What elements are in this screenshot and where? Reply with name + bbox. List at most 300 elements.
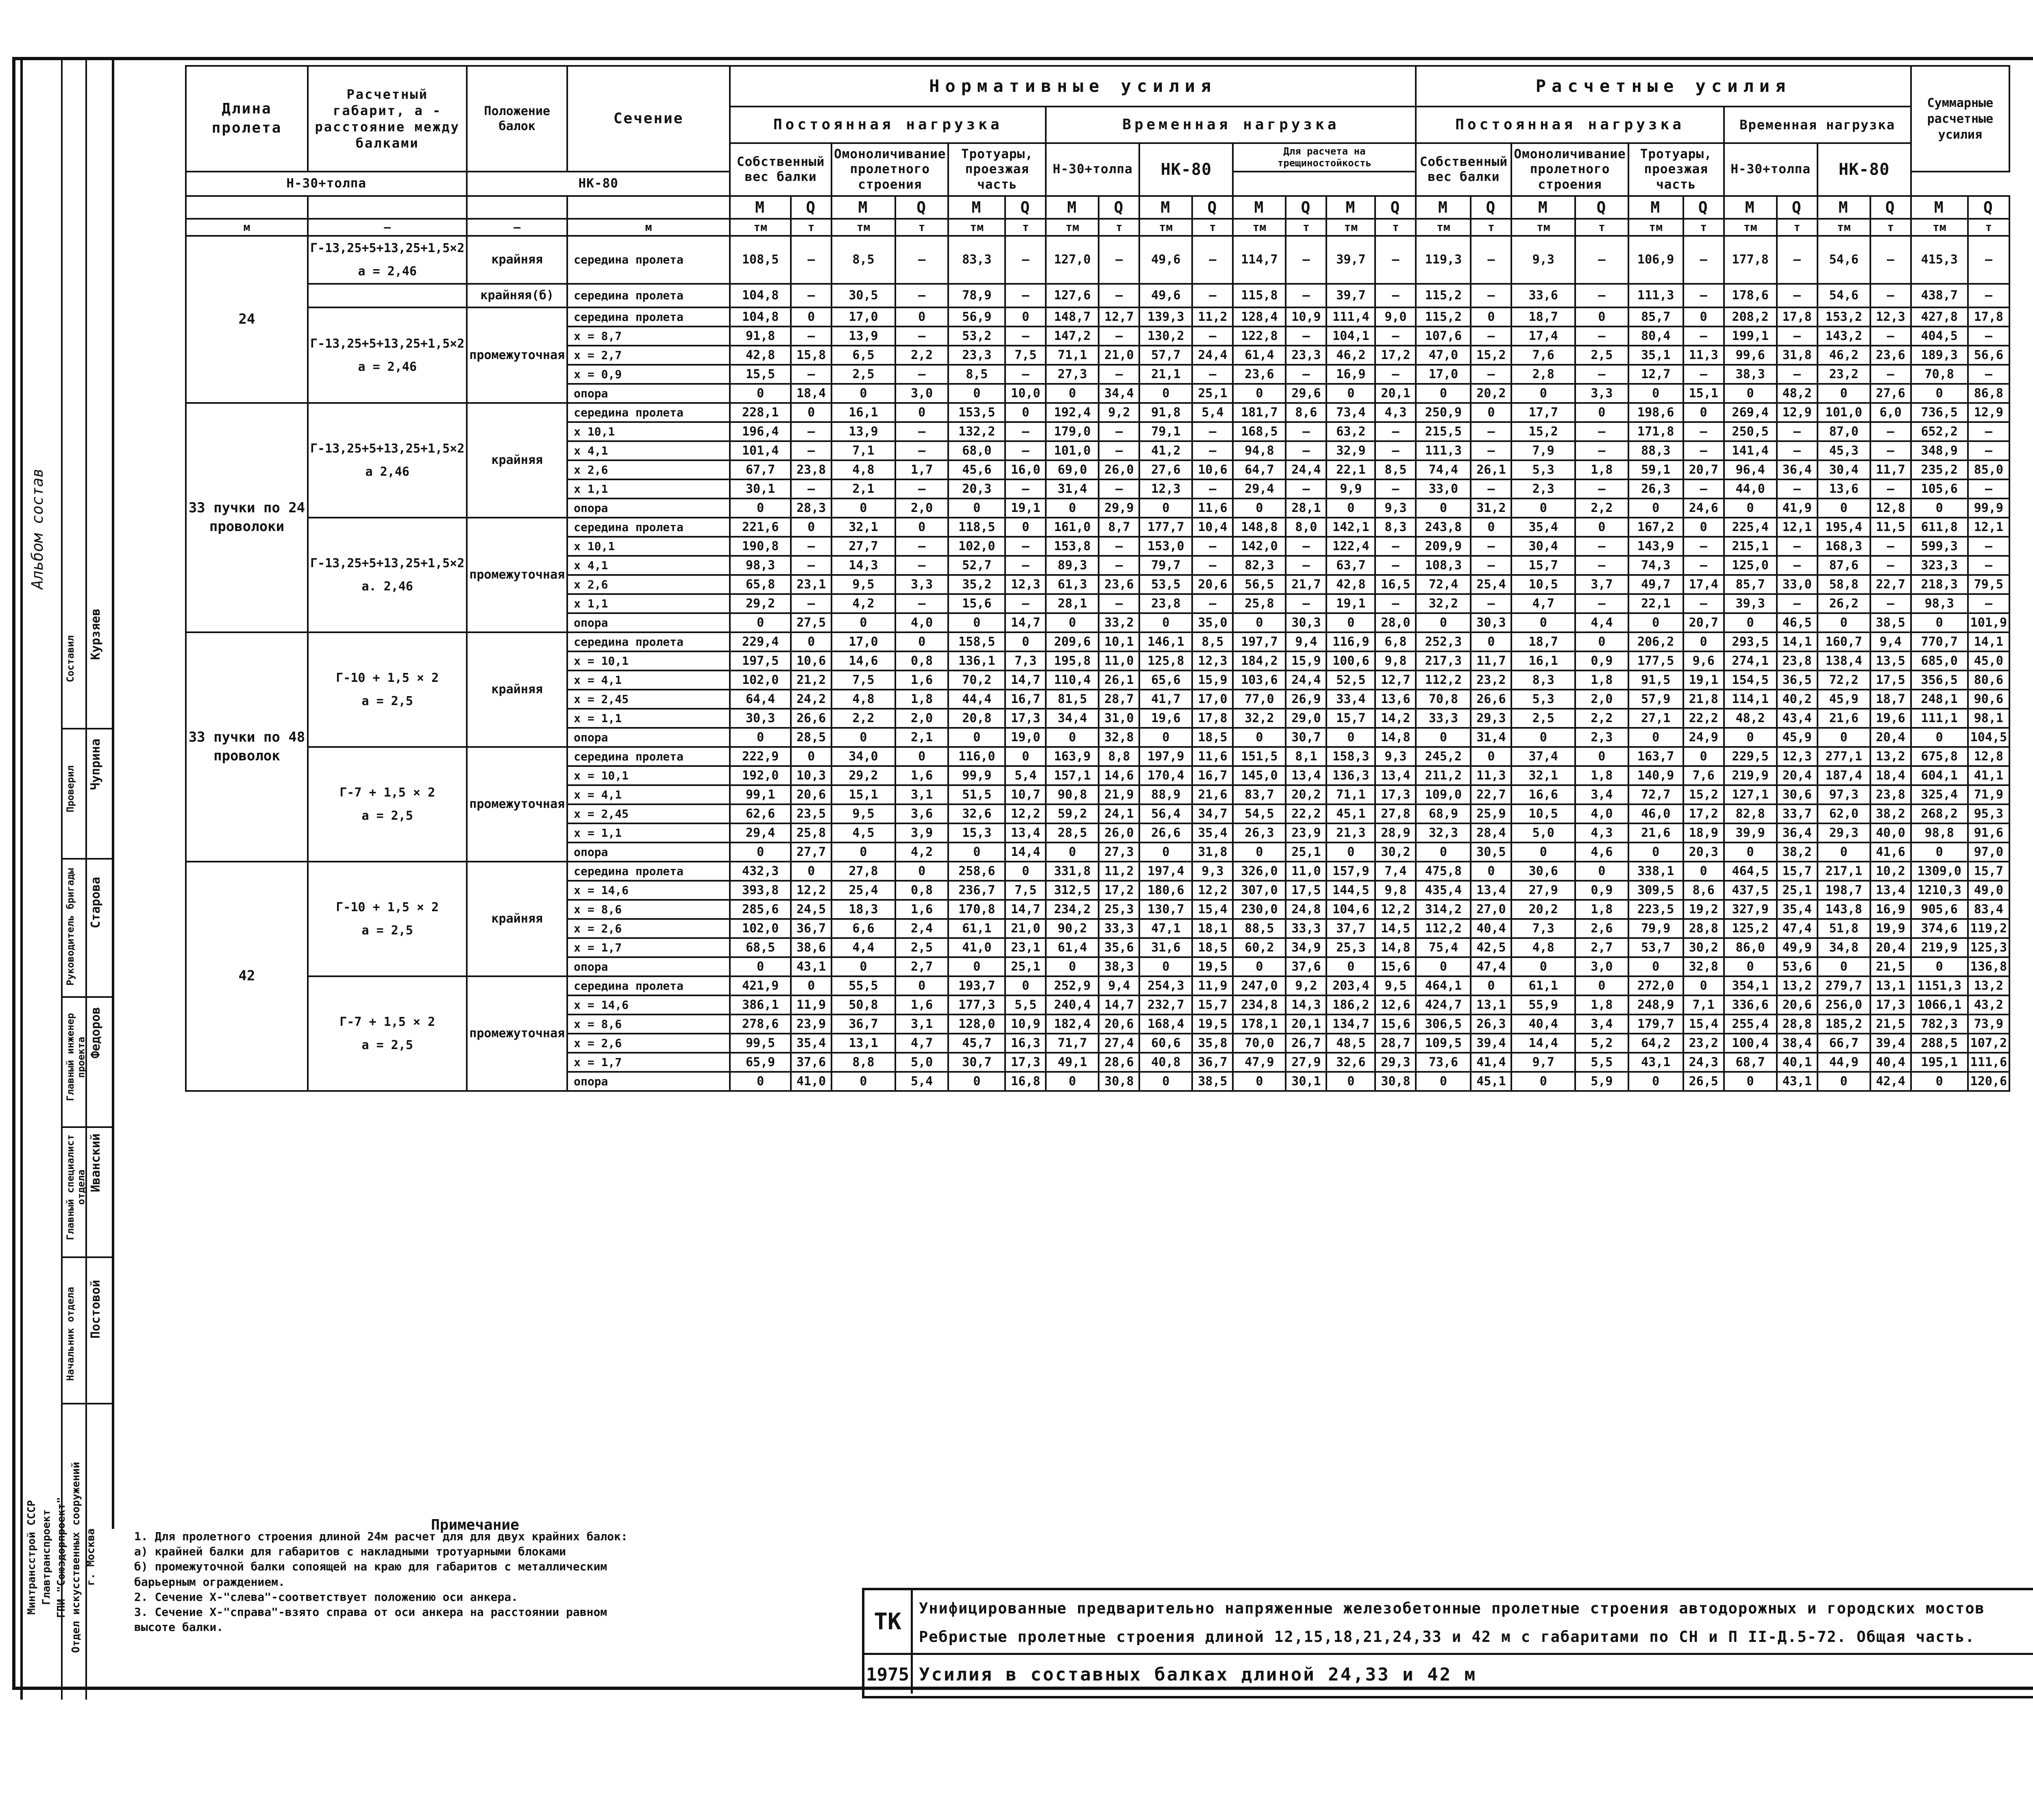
value-cell: 25,4 [831,881,895,900]
value-cell: 3,3 [895,575,949,594]
value-cell: 147,2 [1046,327,1099,346]
value-cell: — [1471,441,1511,460]
value-cell: 0 [1471,862,1511,881]
value-cell: 8,6 [1286,403,1326,422]
value-cell: 182,4 [1046,1014,1099,1034]
value-cell: 8,5 [948,365,1005,384]
value-cell: — [1777,594,1818,613]
value-cell: 2,2 [895,346,949,365]
value-cell: 17,0 [831,632,895,651]
value-cell: — [1375,327,1416,346]
value-cell: 74,4 [1416,460,1471,479]
value-cell: 0 [1511,1072,1575,1091]
value-cell: 0 [1911,728,1968,747]
header-shear: Q [1005,196,1046,219]
value-cell: 23,8 [1870,785,1911,804]
value-cell: 15,1 [831,785,895,804]
value-cell: 9,3 [1192,862,1233,881]
value-cell: 49,7 [1628,575,1683,594]
value-cell: 197,4 [1139,862,1192,881]
value-cell: 16,9 [1870,900,1911,919]
value-cell: — [1286,365,1326,384]
table-row [186,236,2009,284]
value-cell: 16,3 [1005,1034,1046,1053]
gabarit-cell [308,862,467,976]
value-cell: 12,3 [1870,307,1911,327]
value-cell: 13,6 [1375,690,1416,709]
value-cell: 27,8 [1375,804,1416,823]
value-cell: 50,8 [831,995,895,1014]
value-cell: 14,2 [1375,709,1416,728]
value-cell: 12,8 [1870,499,1911,518]
value-cell: 0 [831,499,895,518]
value-cell: 32,2 [1233,709,1286,728]
value-cell: 57,7 [1139,346,1192,365]
value-cell: 14,6 [831,651,895,671]
gabarit-line: а = 2,46 [358,264,417,279]
value-cell: 0 [1233,384,1286,403]
value-cell: 475,8 [1416,862,1471,881]
value-cell: 0 [1416,957,1471,976]
value-cell: 33,3 [1099,919,1139,938]
value-cell: 36,5 [1777,671,1818,690]
value-cell: 104,8 [730,307,791,327]
value-cell: 74,3 [1628,556,1683,575]
value-cell: 0 [1911,957,1968,976]
value-cell: 23,1 [1005,938,1046,957]
value-cell: 0 [1326,613,1375,632]
value-cell: 17,8 [1192,709,1233,728]
value-cell: 17,8 [1968,307,2009,327]
value-cell: 11,0 [1286,862,1326,881]
value-cell: 56,4 [1139,804,1192,823]
value-cell: 228,1 [730,403,791,422]
value-cell: 82,3 [1233,556,1286,575]
value-cell: 186,2 [1326,995,1375,1014]
signature-role: Начальник отдела [65,1287,76,1381]
value-cell: 14,3 [1286,995,1326,1014]
value-cell: 26,3 [1233,823,1286,843]
value-cell: 234,8 [1233,995,1286,1014]
value-cell: 61,3 [1046,575,1099,594]
value-cell: 91,8 [1139,403,1192,422]
value-cell: 30,2 [1375,843,1416,862]
header-normative: Нормативные усилия [730,66,1416,107]
signature-role: Руководитель бригады [65,868,76,986]
value-cell: — [1870,365,1911,384]
gabarit-cell [308,284,467,307]
value-cell: 18,4 [791,384,831,403]
value-cell: — [895,284,949,307]
value-cell: 14,8 [1375,938,1416,957]
signature-name: Иванский [89,1133,103,1193]
value-cell: 26,2 [1818,594,1870,613]
value-cell: 245,2 [1416,747,1471,766]
value-cell: 31,8 [1192,843,1233,862]
value-cell: 33,4 [1326,690,1375,709]
value-cell: 0 [1818,384,1870,403]
value-cell: 197,9 [1139,747,1192,766]
value-cell: 6,0 [1870,403,1911,422]
value-cell: 0 [1326,957,1375,976]
unit-cell: тм [1511,219,1575,236]
section-cell: x = 8,6 [567,900,730,919]
value-cell: 109,5 [1416,1034,1471,1053]
value-cell: 98,8 [1911,823,1968,843]
section-cell: x = 4,1 [567,785,730,804]
value-cell: 10,6 [1192,460,1233,479]
value-cell: 5,3 [1511,460,1575,479]
value-cell: 338,1 [1628,862,1683,881]
header-n-h30: Н-30+толпа [1046,143,1139,196]
unit-cell: м [567,219,730,236]
value-cell: 432,3 [730,862,791,881]
value-cell: 12,9 [1777,403,1818,422]
value-cell: 38,5 [1192,1072,1233,1091]
value-cell: 0 [1911,843,1968,862]
value-cell: 26,0 [1099,460,1139,479]
value-cell: 3,6 [895,804,949,823]
value-cell: 64,2 [1628,1034,1683,1053]
value-cell: 47,4 [1777,919,1818,938]
value-cell: 905,6 [1911,900,1968,919]
value-cell: 35,0 [1192,613,1233,632]
value-cell: 16,6 [1511,785,1575,804]
value-cell: 7,5 [831,671,895,690]
value-cell: 0 [1911,384,1968,403]
value-cell: — [791,236,831,284]
value-cell: 0 [730,613,791,632]
gabarit-line: Г-10 + 1,5 × 2 [336,900,439,914]
value-cell: — [895,537,949,556]
value-cell: 611,8 [1911,518,1968,537]
value-cell: 103,6 [1233,671,1286,690]
value-cell: 17,5 [1286,881,1326,900]
value-cell: 24,4 [1286,671,1326,690]
value-cell: 17,3 [1005,709,1046,728]
value-cell: 105,6 [1911,479,1968,499]
value-cell: 1,8 [1575,995,1628,1014]
value-cell: 415,3 [1911,236,1968,284]
value-cell: 119,2 [1968,919,2009,938]
value-cell: 57,9 [1628,690,1683,709]
value-cell: 0 [1683,307,1724,327]
value-cell: 27,0 [1471,900,1511,919]
value-cell: 38,3 [1099,957,1139,976]
value-cell: — [895,556,949,575]
value-cell: 33,7 [1777,804,1818,823]
value-cell: 7,1 [1683,995,1724,1014]
value-cell: 13,4 [1286,766,1326,785]
table-row [186,284,2009,307]
value-cell: 30,3 [730,709,791,728]
value-cell: — [1005,556,1046,575]
value-cell: — [1683,441,1724,460]
value-cell: 45,6 [948,460,1005,479]
value-cell: 685,0 [1911,651,1968,671]
section-cell: x = 4,1 [567,671,730,690]
value-cell: 60,2 [1233,938,1286,957]
value-cell: 222,9 [730,747,791,766]
header-n-concreting: Омоноличивание пролетного строения [831,143,948,196]
value-cell: 0 [1471,976,1511,995]
value-cell: 157,1 [1046,766,1099,785]
unit-cell: тм [948,219,1005,236]
value-cell: 16,0 [1005,460,1046,479]
value-cell: 25,3 [1099,900,1139,919]
value-cell: 24,2 [791,690,831,709]
value-cell: 2,7 [1575,938,1628,957]
mq-header-blank [308,196,467,219]
section-cell: середина пролета [567,236,730,284]
value-cell: 23,2 [1683,1034,1724,1053]
value-cell: 0 [1628,728,1683,747]
tb-line-v1 [911,1588,913,1694]
value-cell: 268,2 [1911,804,1968,823]
value-cell: 32,6 [948,804,1005,823]
value-cell: 215,5 [1416,422,1471,441]
value-cell: 24,8 [1286,900,1326,919]
table-row [186,976,2009,995]
gabarit-line: а. 2,46 [361,579,413,594]
value-cell: — [1099,365,1139,384]
value-cell: 32,6 [1326,1053,1375,1072]
value-cell: 54,6 [1818,284,1870,307]
value-cell: 99,9 [1968,499,2009,518]
value-cell: 20,3 [948,479,1005,499]
unit-cell: т [791,219,831,236]
value-cell: 22,1 [1326,460,1375,479]
value-cell: 8,5 [1375,460,1416,479]
value-cell: 1,8 [1575,460,1628,479]
value-cell: 35,4 [1511,518,1575,537]
value-cell: 0 [1326,843,1375,862]
value-cell: 195,8 [1046,651,1099,671]
value-cell: 0 [1139,1072,1192,1091]
value-cell: — [1099,537,1139,556]
value-cell: — [1099,556,1139,575]
header-crack-nk80: НК-80 [467,172,730,196]
value-cell: — [1968,284,2009,307]
value-cell: 40,4 [1511,1014,1575,1034]
value-cell: 0 [1511,499,1575,518]
section-cell: x = 14,6 [567,995,730,1014]
value-cell: 2,5 [1511,709,1575,728]
value-cell: 65,9 [730,1053,791,1072]
section-cell: опора [567,957,730,976]
value-cell: 21,6 [1192,785,1233,804]
value-cell: 12,7 [1099,307,1139,327]
value-cell: 70,8 [1416,690,1471,709]
value-cell: 21,7 [1286,575,1326,594]
value-cell: 2,1 [831,479,895,499]
value-cell: 47,1 [1139,919,1192,938]
value-cell: 9,8 [1375,651,1416,671]
value-cell: 10,5 [1511,575,1575,594]
value-cell: 4,2 [831,594,895,613]
value-cell: 30,3 [1471,613,1511,632]
value-cell: 7,1 [831,441,895,460]
table-row [186,403,2009,422]
value-cell: 85,7 [1628,307,1683,327]
mq-header-blank [567,196,730,219]
value-cell: 48,2 [1724,709,1777,728]
value-cell: 331,8 [1046,862,1099,881]
unit-cell: тм [1628,219,1683,236]
value-cell: 97,0 [1968,843,2009,862]
value-cell: 81,5 [1046,690,1099,709]
value-cell: 122,8 [1233,327,1286,346]
value-cell: 8,6 [1683,881,1724,900]
value-cell: 2,7 [895,957,949,976]
value-cell: 6,6 [831,919,895,938]
value-cell: 252,3 [1416,632,1471,651]
header-moment: М [1233,196,1286,219]
unit-cell: т [1683,219,1724,236]
value-cell: 0 [791,307,831,327]
value-cell: 91,8 [730,327,791,346]
value-cell: 25,1 [1005,957,1046,976]
value-cell: 34,4 [1046,709,1099,728]
value-cell: 185,2 [1818,1014,1870,1034]
value-cell: 198,6 [1628,403,1683,422]
value-cell: — [1286,236,1326,284]
value-cell: 20,6 [1192,575,1233,594]
value-cell: 0 [1628,384,1683,403]
section-cell: опора [567,499,730,518]
value-cell: 73,6 [1416,1053,1471,1072]
value-cell: 424,7 [1416,995,1471,1014]
value-cell: 15,2 [1683,785,1724,804]
value-cell: 30,6 [1777,785,1818,804]
signature-name: Федоров [89,1007,103,1059]
value-cell: — [1286,422,1326,441]
section-cell: x 4,1 [567,556,730,575]
value-cell: — [1968,327,2009,346]
value-cell: 386,1 [730,995,791,1014]
value-cell: — [791,479,831,499]
value-cell: 39,3 [1724,594,1777,613]
value-cell: — [1005,594,1046,613]
value-cell: 141,4 [1724,441,1777,460]
value-cell: 36,7 [831,1014,895,1034]
value-cell: 32,9 [1326,441,1375,460]
gabarit-cell [308,632,467,747]
value-cell: 26,5 [1683,1072,1724,1091]
header-n-sidewalks: Тротуары, проезжая часть [948,143,1046,196]
value-cell: 106,9 [1628,236,1683,284]
value-cell: 218,3 [1911,575,1968,594]
header-moment: М [730,196,791,219]
value-cell: 43,1 [1777,1072,1818,1091]
value-cell: 3,1 [895,1014,949,1034]
value-cell: 15,7 [1511,556,1575,575]
value-cell: 16,7 [1005,690,1046,709]
section-cell: опора [567,728,730,747]
value-cell: 127,1 [1724,785,1777,804]
gabarit-cell [308,236,467,284]
value-cell: — [1575,556,1628,575]
value-cell: — [1777,537,1818,556]
value-cell: — [1683,422,1724,441]
value-cell: 41,0 [948,938,1005,957]
value-cell: 2,6 [1575,919,1628,938]
value-cell: 45,3 [1818,441,1870,460]
value-cell: 30,8 [1099,1072,1139,1091]
value-cell: 0 [1575,862,1628,881]
value-cell: — [1777,365,1818,384]
value-cell: 604,1 [1911,766,1968,785]
value-cell: 0,8 [895,881,949,900]
value-cell: 9,4 [1286,632,1326,651]
value-cell: 46,2 [1818,346,1870,365]
value-cell: — [1375,422,1416,441]
value-cell: 0 [1471,518,1511,537]
unit-cell: т [895,219,949,236]
value-cell: 25,1 [1777,881,1818,900]
org-line-5: г. Москва [85,1528,97,1586]
header-shear: Q [1471,196,1511,219]
value-cell: 0 [948,728,1005,747]
value-cell: 71,1 [1326,785,1375,804]
value-cell: 153,5 [948,403,1005,422]
value-cell: 0 [1575,307,1628,327]
section-cell: середина пролета [567,284,730,307]
value-cell: — [1099,594,1139,613]
position-cell: крайняя [467,862,567,976]
section-cell: середина пролета [567,403,730,422]
value-cell: 26,6 [1139,823,1192,843]
value-cell: 29,3 [1471,709,1511,728]
value-cell: 40,4 [1471,919,1511,938]
value-cell: 71,7 [1046,1034,1099,1053]
value-cell: 12,9 [1968,403,2009,422]
value-cell: 19,0 [1005,728,1046,747]
value-cell: 39,4 [1471,1034,1511,1053]
value-cell: 104,5 [1968,728,2009,747]
section-cell: x = 14,6 [567,881,730,900]
value-cell: 11,2 [1099,862,1139,881]
value-cell: 7,9 [1511,441,1575,460]
value-cell: 61,1 [948,919,1005,938]
value-cell: 35,6 [1099,938,1139,957]
value-cell: — [1471,537,1511,556]
value-cell: 770,7 [1911,632,1968,651]
value-cell: 736,5 [1911,403,1968,422]
value-cell: — [1575,327,1628,346]
value-cell: 11,7 [1870,460,1911,479]
value-cell: 20,1 [1286,1014,1326,1034]
value-cell: 229,5 [1724,747,1777,766]
value-cell: — [1375,556,1416,575]
value-cell: 112,2 [1416,919,1471,938]
section-cell: x = 10,1 [567,766,730,785]
value-cell: 247,0 [1233,976,1286,995]
value-cell: 17,0 [1192,690,1233,709]
value-cell: 28,7 [1375,1034,1416,1053]
value-cell: 0 [730,1072,791,1091]
value-cell: 18,3 [831,900,895,919]
value-cell: 4,4 [831,938,895,957]
value-cell: 1210,3 [1911,881,1968,900]
value-cell: 9,3 [1375,499,1416,518]
header-span-length: Длина пролета [186,66,308,172]
value-cell: 7,6 [1683,766,1724,785]
value-cell: 323,3 [1911,556,1968,575]
value-cell: 19,5 [1192,957,1233,976]
header-moment: М [1511,196,1575,219]
value-cell: 4,6 [1575,843,1628,862]
